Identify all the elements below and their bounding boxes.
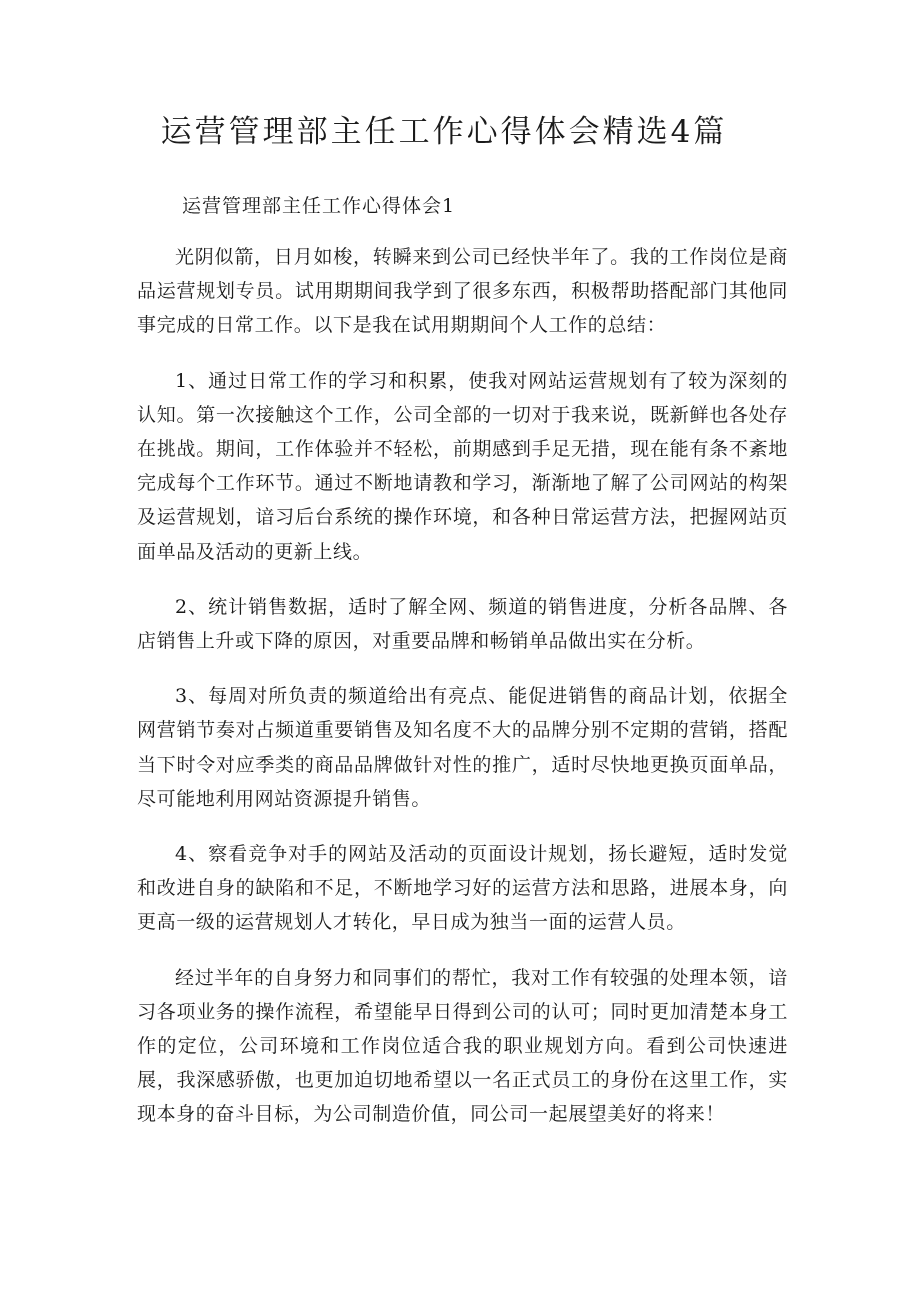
document-title: 运营管理部主任工作心得体会精选4篇 [160, 114, 728, 150]
paragraph-point-1: 1、通过日常工作的学习和积累，使我对网站运营规划有了较为深刻的认知。第一次接触这个工作，公司全部的一切对于我来说，既新鲜也各处存在挑战。期间，工作体验并不轻松，前期感到手足无措，现在能有条不紊地完成每个工作环节。通过不断地请教和学习，渐渐地了解了公司网站的构架及运营规划，谙习后台系统的操作环境，和各种日常运营方法，把握网站页面单品及活动的更新上线。 [137, 369, 788, 563]
paragraph-point-2: 2、统计销售数据，适时了解全网、频道的销售进度，分析各品牌、各店销售上升或下降的原因，对重要品牌和畅销单品做出实在分析。 [137, 595, 788, 653]
paragraph-point-3: 3、每周对所负责的频道给出有亮点、能促进销售的商品计划，依据全网营销节奏对占频道重要销售及知名度不大的品牌分别不定期的营销，搭配当下时令对应季类的商品品牌做针对性的推广，适时尽快地更换页面单品，尽可能地利用网站资源提升销售。 [137, 685, 788, 810]
paragraph-point-4: 4、察看竞争对手的网站及活动的页面设计规划，扬长避短，适时发觉和改进自身的缺陷和不足，不断地学习好的运营方法和思路，进展本身，向更高一级的运营规划人才转化，早日成为独当一面的运营人员。 [137, 843, 788, 934]
document-body [137, 240, 788, 1153]
paragraph-conclusion: 经过半年的自身努力和同事们的帮忙，我对工作有较强的处理本领，谙习各项业务的操作流程，希望能早日得到公司的认可；同时更加清楚本身工作的定位，公司环境和工作岗位适合我的职业规划方向。看到公司快速进展，我深感骄傲，也更加迫切地希望以一名正式员工的身份在这里工作，实现本身的奋斗目标，为公司制造价值，同公司一起展望美好的将来！ [137, 966, 788, 1126]
paragraph-intro: 光阴似箭，日月如梭，转瞬来到公司已经快半年了。我的工作岗位是商品运营规划专员。试用期期间我学到了很多东西，积极帮助搭配部门其他同事完成的日常工作。以下是我在试用期期间个人工作的总结： [137, 246, 788, 337]
section-heading: 运营管理部主任工作心得体会1 [182, 195, 456, 217]
